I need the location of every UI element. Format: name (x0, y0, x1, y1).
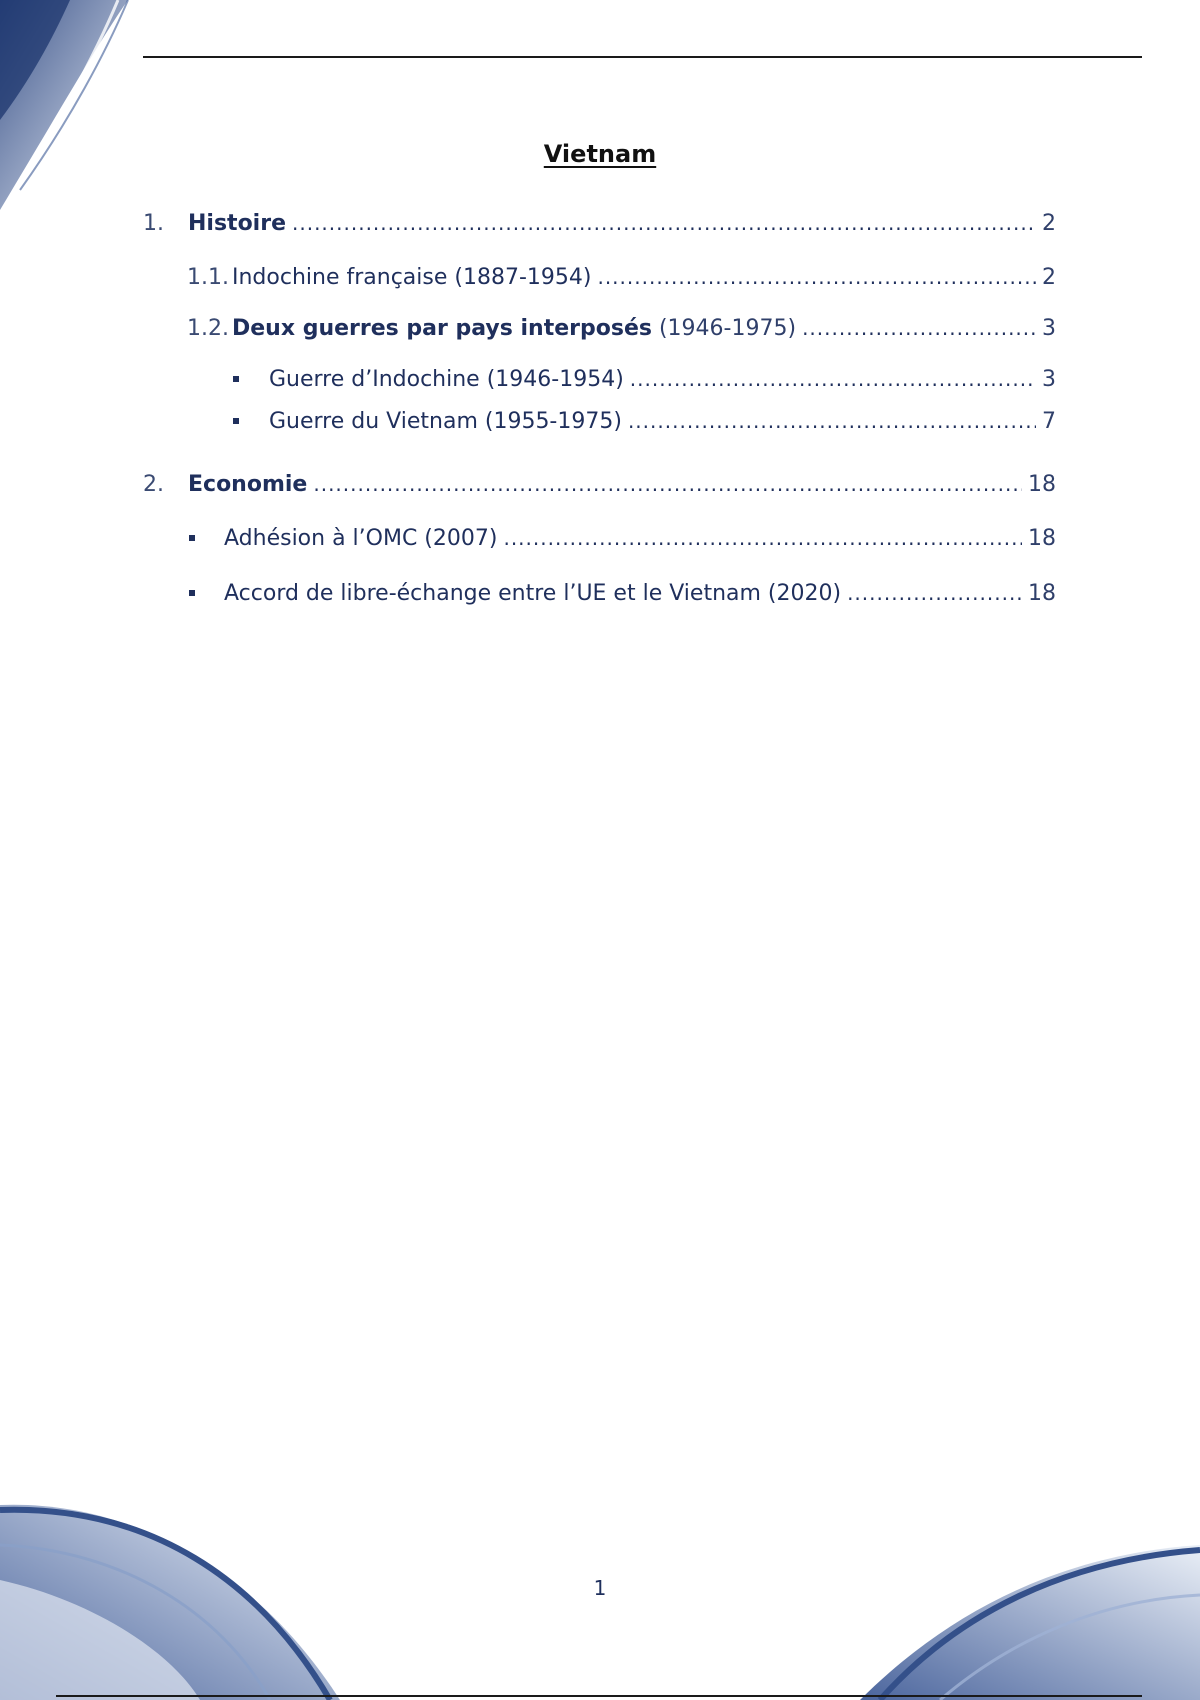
dot-leader (847, 576, 1022, 610)
toc-entry-adhesion-omc[interactable] (189, 521, 1056, 555)
toc-entry-number: 1.2. (187, 316, 229, 341)
toc-entry-indochine-francaise[interactable] (187, 260, 1056, 294)
bullet-icon (189, 535, 195, 541)
toc-entry-label: Histoire (188, 211, 286, 236)
page-title: Vietnam (543, 140, 657, 168)
toc-page-number: 3 (1042, 367, 1056, 392)
toc-entry-number: 1. (143, 211, 164, 236)
toc-entry-guerre-indochine[interactable] (233, 362, 1056, 396)
dot-leader (292, 206, 1036, 240)
toc-entry-label: Adhésion à l’OMC (2007) (224, 526, 498, 551)
toc-page-number: 3 (1042, 316, 1056, 341)
toc-page-number: 2 (1042, 211, 1056, 236)
toc-page-number: 7 (1042, 409, 1056, 434)
toc-entry-label: Indochine française (1887-1954) (232, 265, 592, 290)
toc-entry-deux-guerres[interactable] (187, 311, 1056, 345)
toc-entry-label: Economie (188, 472, 308, 497)
toc-page-number: 18 (1028, 581, 1056, 606)
toc-entry-label: Accord de libre-échange entre l’UE et le Vietnam (2020) (224, 581, 842, 606)
toc-entry-accord-libre-echange[interactable] (189, 576, 1056, 610)
toc-entry-histoire[interactable] (143, 206, 1056, 240)
toc-entry-label: Guerre du Vietnam (1955-1975) (269, 409, 622, 434)
toc-entry-number: 2. (143, 472, 164, 497)
toc-entry-number: 1.1. (187, 265, 229, 290)
wave-left (0, 1505, 340, 1700)
toc-entry-label: Guerre d’Indochine (1946-1954) (269, 367, 624, 392)
corner-swoosh (0, 0, 128, 210)
bullet-icon (233, 418, 239, 424)
footer-rule (56, 1695, 1142, 1697)
dot-leader (313, 467, 1022, 501)
toc-entry-guerre-vietnam[interactable] (233, 404, 1056, 438)
dot-leader (597, 260, 1036, 294)
header-rule (143, 56, 1142, 58)
dot-leader (802, 311, 1036, 345)
bullet-icon (189, 590, 195, 596)
dot-leader (630, 362, 1036, 396)
toc-page-number: 2 (1042, 265, 1056, 290)
page-number: 1 (593, 1576, 607, 1600)
toc-entry-economie[interactable] (143, 467, 1056, 501)
toc-entry-label: Deux guerres par pays interposés (232, 316, 652, 341)
toc-entry-dates: (1946-1975) (651, 316, 797, 341)
dot-leader (628, 404, 1036, 438)
bullet-icon (233, 376, 239, 382)
toc-page-number: 18 (1028, 472, 1056, 497)
wave-right (860, 1545, 1200, 1700)
dot-leader (503, 521, 1022, 555)
toc-page-number: 18 (1028, 526, 1056, 551)
